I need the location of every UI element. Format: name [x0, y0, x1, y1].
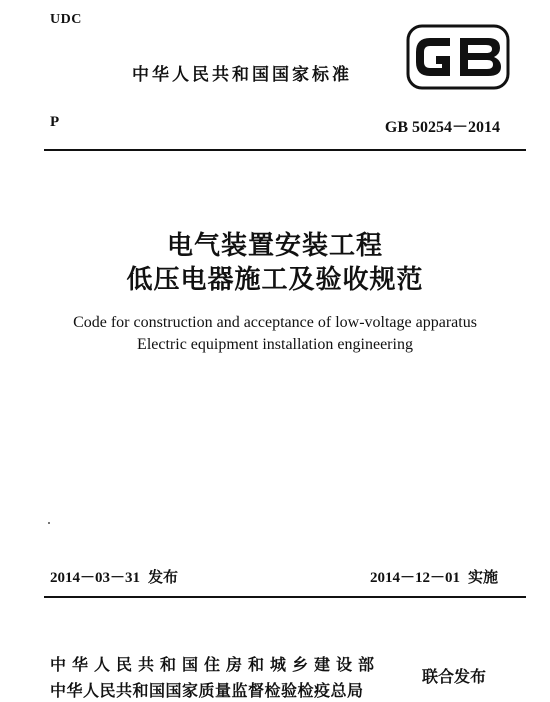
gb-logo-icon	[406, 24, 510, 90]
issuer-aqsiq: 中华人民共和国国家质量监督检验检疫总局	[50, 681, 364, 700]
title-cn-line1: 电气装置安装工程	[166, 231, 383, 261]
issue-date: 2014－03－31	[50, 570, 141, 586]
issue-label: 发布	[148, 568, 179, 586]
standard-number: GB 50254－2014	[384, 119, 500, 136]
bottom-divider	[44, 596, 526, 598]
title-cn-line2: 低压电器施工及验收规范	[126, 265, 424, 295]
udc-label: UDC	[50, 12, 82, 27]
category-code: P	[50, 114, 60, 130]
national-standard-label: 中华人民共和国国家标准	[132, 65, 352, 85]
implement-date: 2014－12－01	[369, 570, 460, 586]
title-en-line1: Code for construction and acceptance of low-voltage apparatus	[73, 314, 477, 331]
implement-date-block	[370, 566, 498, 587]
issue-date-block	[50, 566, 178, 587]
joint-issue-label: 联合发布	[422, 667, 487, 686]
issuer-ministry: 中华人民共和国住房和城乡建设部	[50, 655, 381, 674]
title-en-line2: Electric equipment installation engineering	[137, 336, 413, 353]
speck	[48, 522, 50, 524]
implement-label: 实施	[467, 568, 498, 586]
top-divider	[44, 149, 526, 151]
